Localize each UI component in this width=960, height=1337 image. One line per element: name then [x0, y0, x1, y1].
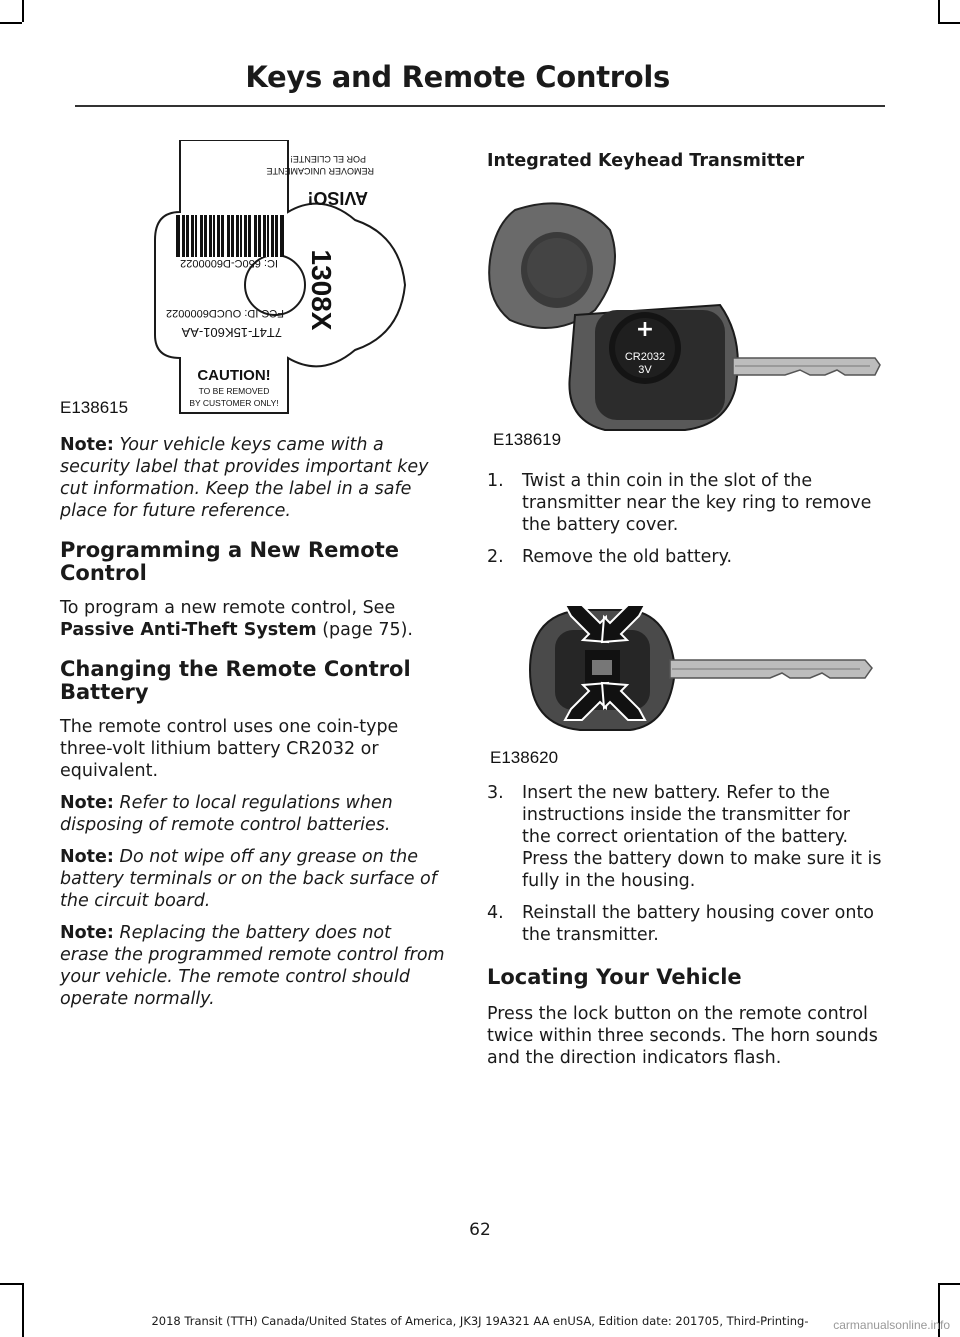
steps-list	[487, 470, 882, 568]
header-divider	[75, 105, 885, 107]
step-item	[487, 782, 882, 892]
crop-mark	[938, 0, 940, 22]
transmitter-figure	[485, 190, 885, 435]
note-disposal	[60, 792, 445, 836]
note-label: Note:	[60, 793, 114, 813]
note-keys	[60, 434, 445, 522]
key-blade	[670, 660, 872, 678]
note-replacing	[60, 922, 445, 1010]
figure-id-label: E138615	[60, 398, 129, 417]
label-fcc-line: FCC ID: OUCD6000022	[166, 307, 284, 319]
label-aviso-sub1: REMOVER UNICAMENTE	[266, 166, 374, 176]
left-column	[60, 434, 445, 1010]
crop-mark	[0, 1283, 22, 1285]
page-title: Keys and Remote Controls	[245, 60, 670, 94]
step-number: 4.	[487, 903, 504, 923]
note-label: Note:	[60, 435, 114, 455]
label-code: 1308X	[306, 249, 337, 331]
label-outline	[155, 140, 405, 413]
crop-mark	[22, 1283, 24, 1337]
label-aviso-sub2: POR EL CLIENTE!	[290, 154, 366, 164]
figure-id-transmitter: E138619	[493, 430, 562, 449]
steps-list	[487, 782, 882, 946]
barcode	[176, 215, 284, 257]
page-number: 62	[469, 1220, 491, 1240]
label-caution: CAUTION!	[197, 367, 271, 384]
step-text: Reinstall the battery housing cover onto the transmitter.	[522, 903, 875, 945]
label-caution-sub1: TO BE REMOVED	[198, 386, 270, 396]
locating-text: Press the lock button on the remote control twice within three seconds. The horn sounds and the direction indicators flash.	[487, 1004, 878, 1068]
steps-block-2	[487, 782, 882, 1069]
step-text: Insert the new battery. Refer to the instructions inside the transmitter for the correct orientation of the battery. Press the battery down to make sure it is fully in the housing.	[522, 783, 882, 891]
step-number: 1.	[487, 471, 504, 491]
step-item	[487, 902, 882, 946]
programming-intro: To program a new remote control, See	[60, 598, 396, 618]
heading-integrated-keyhead: Integrated Keyhead Transmitter	[487, 151, 805, 171]
note-label: Note:	[60, 847, 114, 867]
label-part-number: 7T4T-15K601-AA	[181, 325, 282, 340]
battery-text: The remote control uses one coin-type three-volt lithium battery CR2032 or equivalent.	[60, 717, 399, 781]
note-label: Note:	[60, 923, 114, 943]
step-number: 3.	[487, 783, 504, 803]
page-reference: (page 75).	[316, 620, 413, 640]
security-label-figure	[150, 140, 455, 415]
label-caution-sub2: BY CUSTOMER ONLY!	[189, 398, 279, 408]
label-ic-line: IC: 650C-D6000022	[180, 257, 278, 269]
step-number: 2.	[487, 547, 504, 567]
watermark: carmanualsonline.info	[833, 1318, 950, 1332]
key-blade	[733, 358, 880, 375]
battery-cover	[489, 203, 615, 328]
programming-text	[60, 597, 445, 641]
crop-mark	[938, 22, 960, 24]
figure-id-battery-removal: E138620	[490, 748, 559, 767]
battery-voltage-text: 3V	[638, 364, 652, 376]
heading-programming: Programming a New Remote Control	[60, 538, 400, 585]
edition-footer: 2018 Transit (TTH) Canada/United States of America, JK3J 19A321 AA enUSA, Edition date: 201705, Third-Printing-	[151, 1314, 809, 1328]
step-text: Twist a thin coin in the slot of the transmitter near the key ring to remove the battery cover.	[522, 471, 872, 535]
crop-mark	[22, 0, 24, 22]
battery-removal-figure	[520, 600, 880, 740]
crop-mark	[938, 1283, 960, 1285]
battery-model-text: CR2032	[624, 351, 666, 363]
step-item	[487, 470, 882, 536]
note-text: Your vehicle keys came with a security label that provides important key cut information. Keep the label in a safe place for future reference.	[60, 435, 429, 521]
heading-locating-vehicle: Locating Your Vehicle	[487, 965, 742, 989]
crop-mark	[0, 22, 22, 24]
label-aviso: AVISO!	[307, 188, 368, 208]
step-text: Remove the old battery.	[522, 547, 733, 567]
note-text: Refer to local regulations when disposing of remote control batteries.	[60, 793, 393, 835]
note-text: Do not wipe off any grease on the battery terminals or on the back surface of the circuit board.	[60, 847, 437, 911]
note-grease	[60, 846, 445, 912]
step-item	[487, 546, 882, 568]
steps-block-1	[487, 470, 882, 578]
link-passive-anti-theft[interactable]: Passive Anti-Theft System	[60, 620, 317, 640]
heading-changing-battery: Changing the Remote Control Battery	[60, 657, 411, 704]
battery-plus-sign: +	[635, 317, 655, 342]
note-text: Replacing the battery does not erase the programmed remote control from your vehicle. The remote control should operate normally.	[60, 923, 445, 1009]
